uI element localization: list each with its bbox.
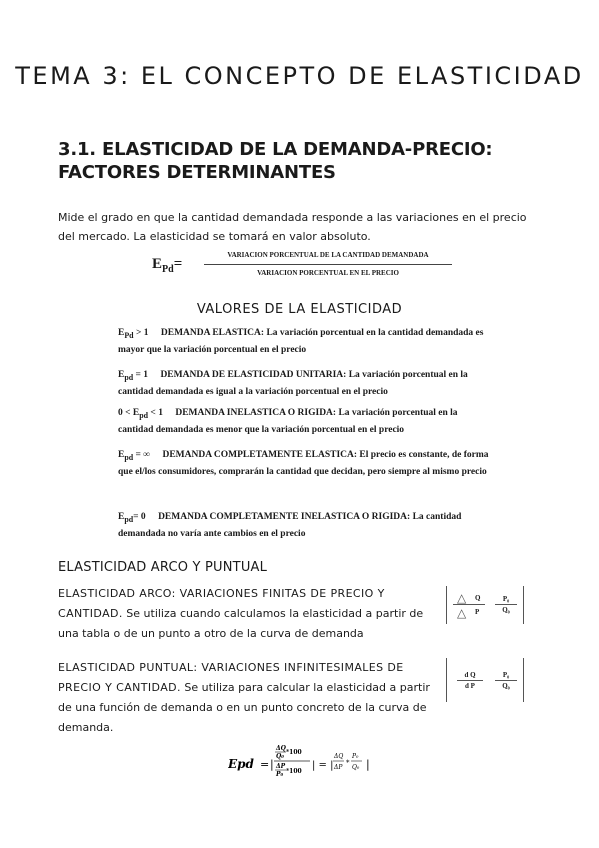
formula-denominator: VARIACION PORCENTUAL EN EL PRECIO	[257, 269, 399, 277]
dp: ΔP	[334, 764, 343, 771]
point-elasticity-formula	[228, 744, 378, 784]
value-condition: $E_{pd}= 0$	[118, 512, 146, 524]
puntual-formula-box	[446, 658, 524, 702]
bot-den: P₀	[276, 771, 284, 778]
page-title: TEMA 3: EL CONCEPTO DE ELASTICIDAD	[15, 62, 584, 90]
fraction-bar	[204, 264, 452, 265]
values-title: VALORES DE LA ELASTICIDAD	[196, 302, 403, 317]
value-text: DEMANDA ELASTICA: La variación porcentual en la cantidad demandada es mayor que la variación porcentual en el precio	[118, 328, 484, 355]
elasticity-formula	[152, 247, 452, 283]
value-condition: $0 < E_{pd} < 1$	[118, 408, 163, 420]
top-num: ΔQ	[276, 745, 286, 752]
derivative-fraction: $\frac{\text{d Q}}{\text{d P}}$	[457, 670, 483, 691]
times-100: *100	[286, 749, 302, 756]
arco-paragraph	[58, 584, 436, 644]
arco-caps: ELASTICIDAD ARCO: VARIACIONES FINITAS DE PRECIO Y CANTIDAD.	[58, 587, 385, 620]
q0: Q₀	[352, 764, 360, 771]
value-condition: $E_{Pd} > 1$	[118, 328, 149, 340]
times-100: *100	[286, 768, 302, 775]
value-text: DEMANDA COMPLETAMENTE ELASTICA: El precio es constante, de forma que el/los consumidores, comprarán la cantidad que decidan, pero siempre al mismo precio	[118, 450, 489, 477]
equals-sign: =	[260, 758, 270, 771]
puntual-text: Se utiliza para calcular la elasticidad a partir de una función de demanda o en un punto concreto de la curva de demanda.	[58, 681, 430, 734]
abs-bar: |	[366, 758, 370, 771]
arco-puntual-heading: ELASTICIDAD ARCO Y PUNTUAL	[58, 560, 268, 575]
value-text: DEMANDA COMPLETAMENTE INELASTICA O RIGIDA: La cantidad demandada no varía ante cambios en el precio	[118, 512, 462, 539]
formula-numerator: VARIACION PORCENTUAL DE LA CANTIDAD DEMANDADA	[227, 251, 429, 259]
abs-mid: | = |	[312, 760, 334, 771]
formula-lhs: $E_{Pd}=$	[152, 256, 183, 275]
arco-q-label: Q	[475, 594, 481, 602]
arco-text: Se utiliza cuando calculamos la elasticidad a partir de una tabla o de un punto a otro de la curva de demanda	[58, 607, 424, 640]
formula-lhs: Epd	[228, 757, 254, 771]
arco-ratio: $\frac{\text{P₀}}{\text{Q₀}}$	[495, 594, 517, 615]
value-item-perfectly-inelastic	[118, 510, 493, 542]
p0: P₀	[352, 753, 359, 760]
top-den: Q₀	[276, 753, 284, 760]
value-text: DEMANDA DE ELASTICIDAD UNITARIA: La variación porcentual en la cantidad demandada es igual a la variación porcentual en el precio	[118, 370, 468, 397]
arco-p-label: P	[475, 608, 480, 616]
puntual-paragraph	[58, 658, 436, 738]
value-condition: $E_{pd}$ = ∞	[118, 450, 151, 462]
delta-icon: △	[457, 591, 467, 605]
delta-icon: △	[457, 606, 467, 620]
bot-num: ΔP	[276, 763, 286, 770]
value-item-perfectly-elastic	[118, 448, 493, 480]
abs-bar: |	[270, 758, 274, 771]
value-item-elastic	[118, 326, 493, 358]
value-condition: $E_{pd} = 1$	[118, 370, 149, 382]
fraction-bar	[453, 604, 485, 605]
intro-paragraph: Mide el grado en que la cantidad demandada responde a las variaciones en el precio del mercado. La elasticidad se tomará en valor absoluto.	[58, 211, 527, 243]
value-item-inelastic	[118, 406, 493, 438]
value-item-unitary	[118, 368, 493, 400]
dq: ΔQ	[334, 753, 344, 760]
puntual-caps: ELASTICIDAD PUNTUAL: VARIACIONES INFINITESIMALES DE PRECIO Y CANTIDAD.	[58, 661, 404, 694]
value-text: DEMANDA INELASTICA O RIGIDA: La variación porcentual en la cantidad demandada es menor que la variación porcentual en el precio	[118, 408, 458, 435]
puntual-ratio: $\frac{\text{P₀}}{\text{Q₀}}$	[495, 670, 517, 691]
arco-formula-box	[446, 586, 524, 624]
section-title: 3.1. ELASTICIDAD DE LA DEMANDA-PRECIO: FACTORES DETERMINANTES	[58, 139, 493, 183]
star: *	[346, 759, 350, 767]
